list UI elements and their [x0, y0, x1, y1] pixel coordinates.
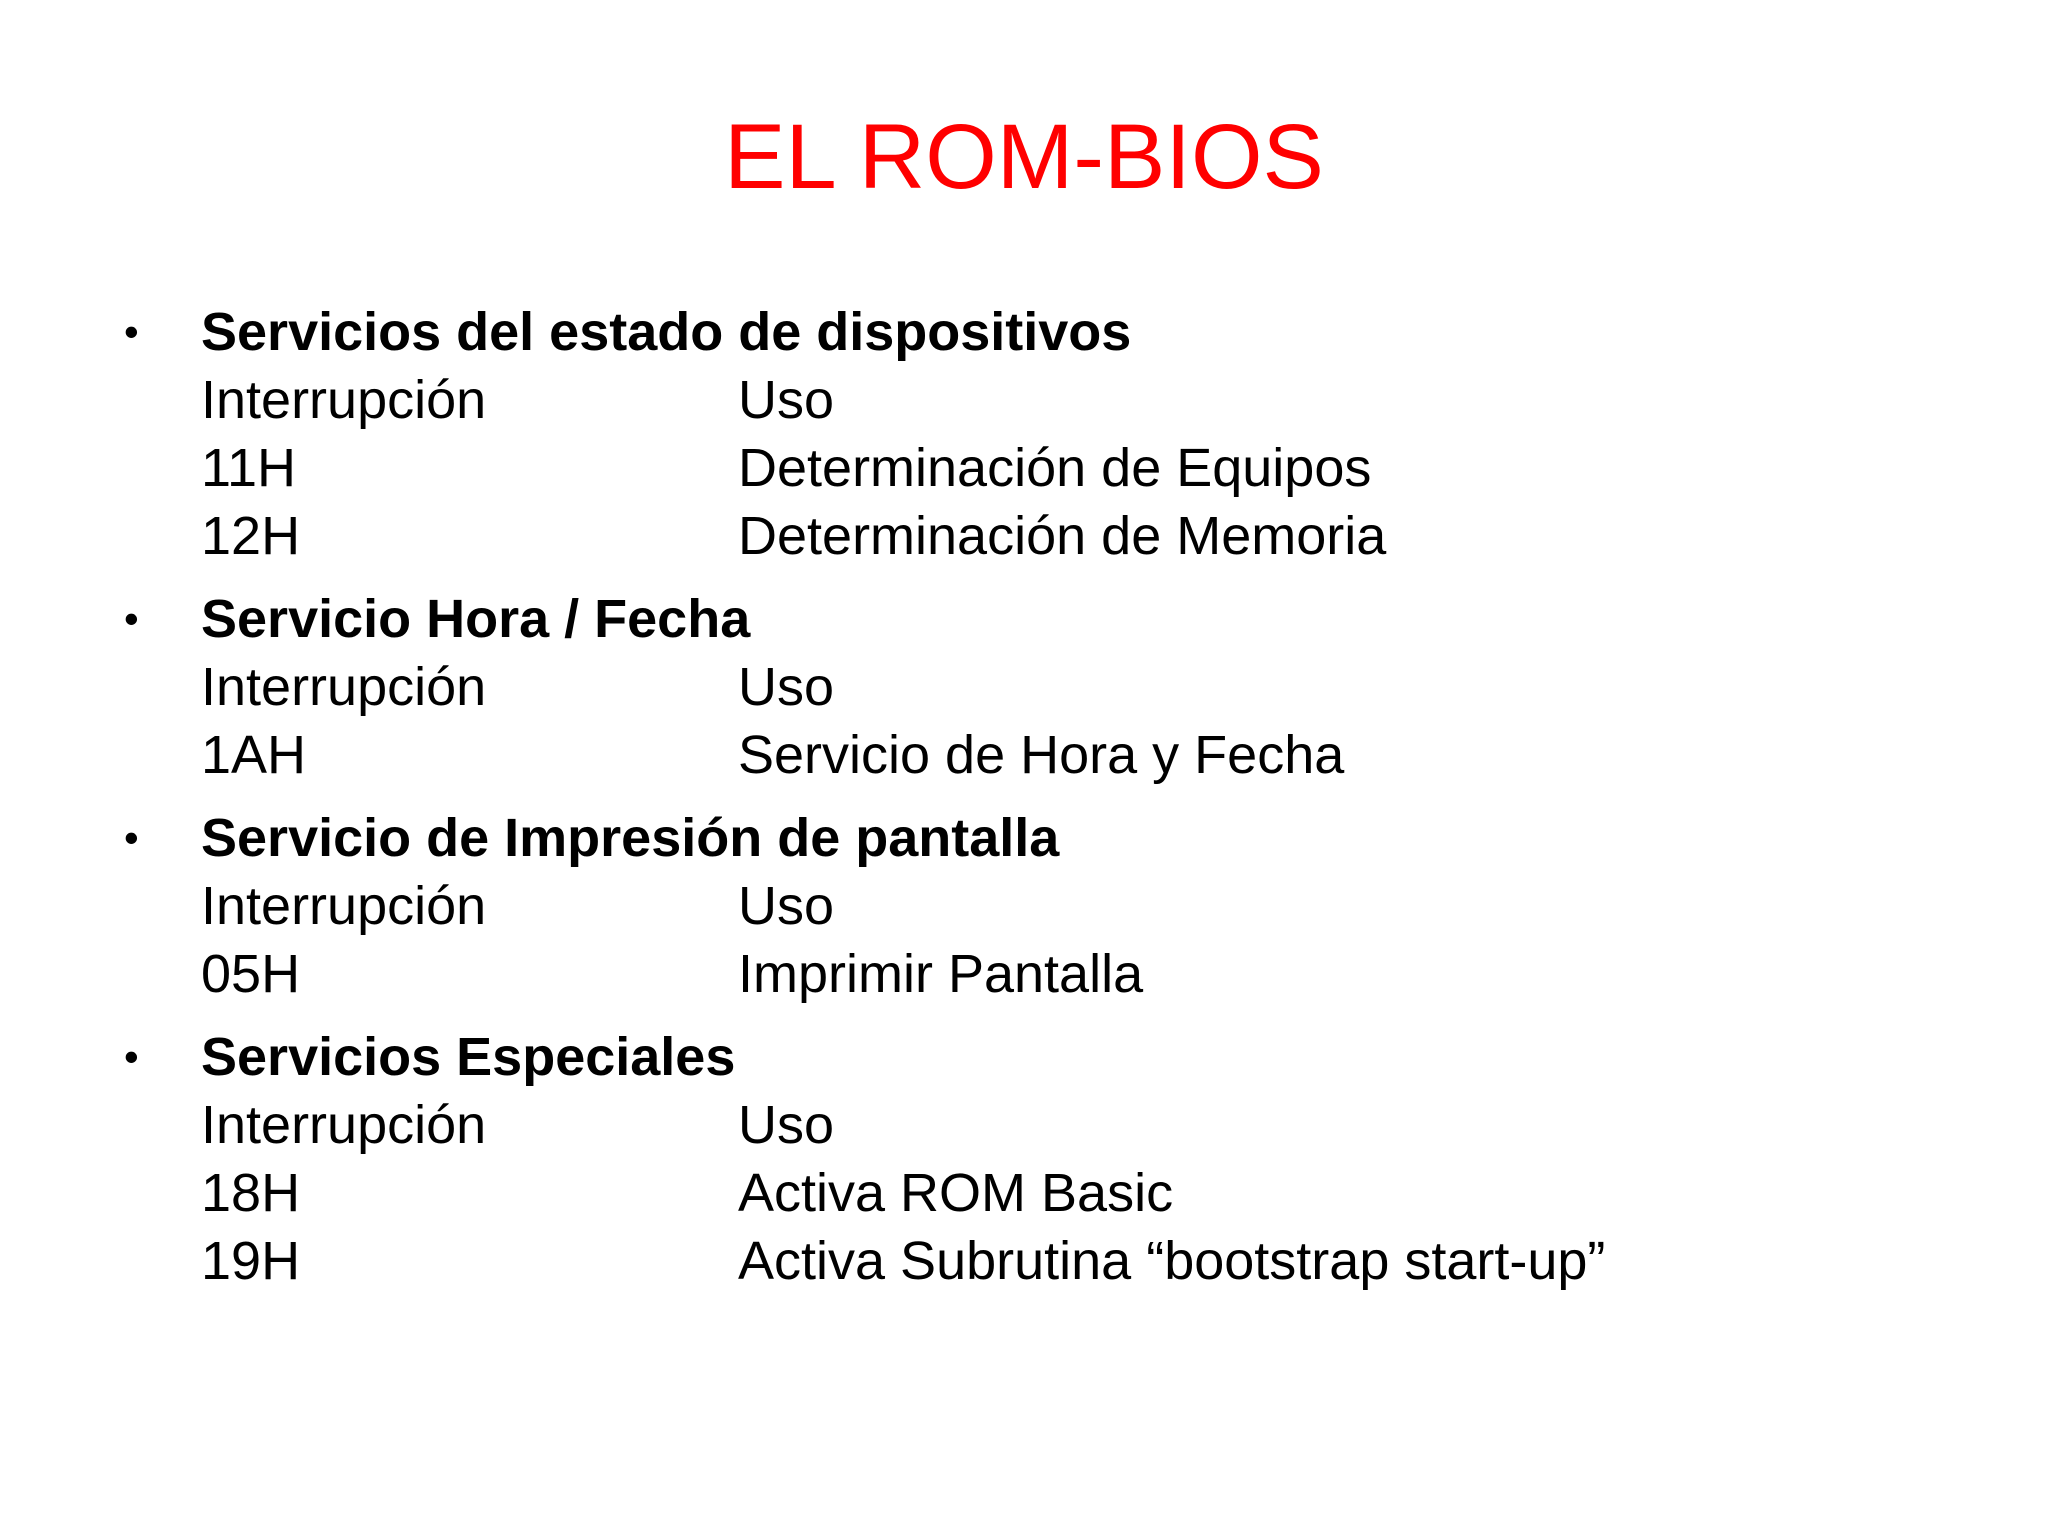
- bullet-marker: •: [124, 595, 139, 642]
- table-header-row: [0, 653, 2048, 721]
- bullet-marker: •: [124, 1033, 139, 1080]
- table-row: [0, 1227, 2048, 1295]
- section-heading: Servicio de Impresión de pantalla: [201, 808, 1060, 868]
- interrupt-use: Imprimir Pantalla: [738, 944, 1144, 1004]
- use-column-header: Uso: [738, 657, 835, 717]
- interrupt-column-header: Interrupción: [201, 370, 487, 430]
- section-heading: Servicios Especiales: [201, 1027, 736, 1087]
- interrupt-use: Determinación de Memoria: [738, 506, 1387, 566]
- table-header-row: [0, 872, 2048, 940]
- interrupt-column-header: Interrupción: [201, 876, 487, 936]
- section-heading: Servicio Hora / Fecha: [201, 589, 751, 649]
- bullet-marker: •: [124, 814, 139, 861]
- interrupt-code: 12H: [201, 506, 301, 566]
- interrupt-use: Activa ROM Basic: [738, 1163, 1174, 1223]
- bullet-marker: •: [124, 308, 139, 355]
- interrupt-use: Servicio de Hora y Fecha: [738, 725, 1345, 785]
- table-row: [0, 1159, 2048, 1227]
- interrupt-column-header: Interrupción: [201, 657, 487, 717]
- interrupt-column-header: Interrupción: [201, 1095, 487, 1155]
- interrupt-code: 1AH: [201, 725, 307, 785]
- interrupt-code: 11H: [201, 438, 297, 498]
- section-heading: Servicios del estado de dispositivos: [201, 302, 1132, 362]
- interrupt-use: Determinación de Equipos: [738, 438, 1372, 498]
- table-header-row: [0, 1091, 2048, 1159]
- use-column-header: Uso: [738, 1095, 835, 1155]
- interrupt-code: 19H: [201, 1231, 301, 1291]
- table-row: [0, 434, 2048, 502]
- slide-title: EL ROM-BIOS: [724, 106, 1324, 208]
- use-column-header: Uso: [738, 876, 835, 936]
- interrupt-code: 05H: [201, 944, 301, 1004]
- table-header-row: [0, 366, 2048, 434]
- use-column-header: Uso: [738, 370, 835, 430]
- table-row: [0, 502, 2048, 570]
- interrupt-use: Activa Subrutina “bootstrap start-up”: [738, 1231, 1606, 1291]
- table-row: [0, 940, 2048, 1008]
- table-row: [0, 721, 2048, 789]
- interrupt-code: 18H: [201, 1163, 301, 1223]
